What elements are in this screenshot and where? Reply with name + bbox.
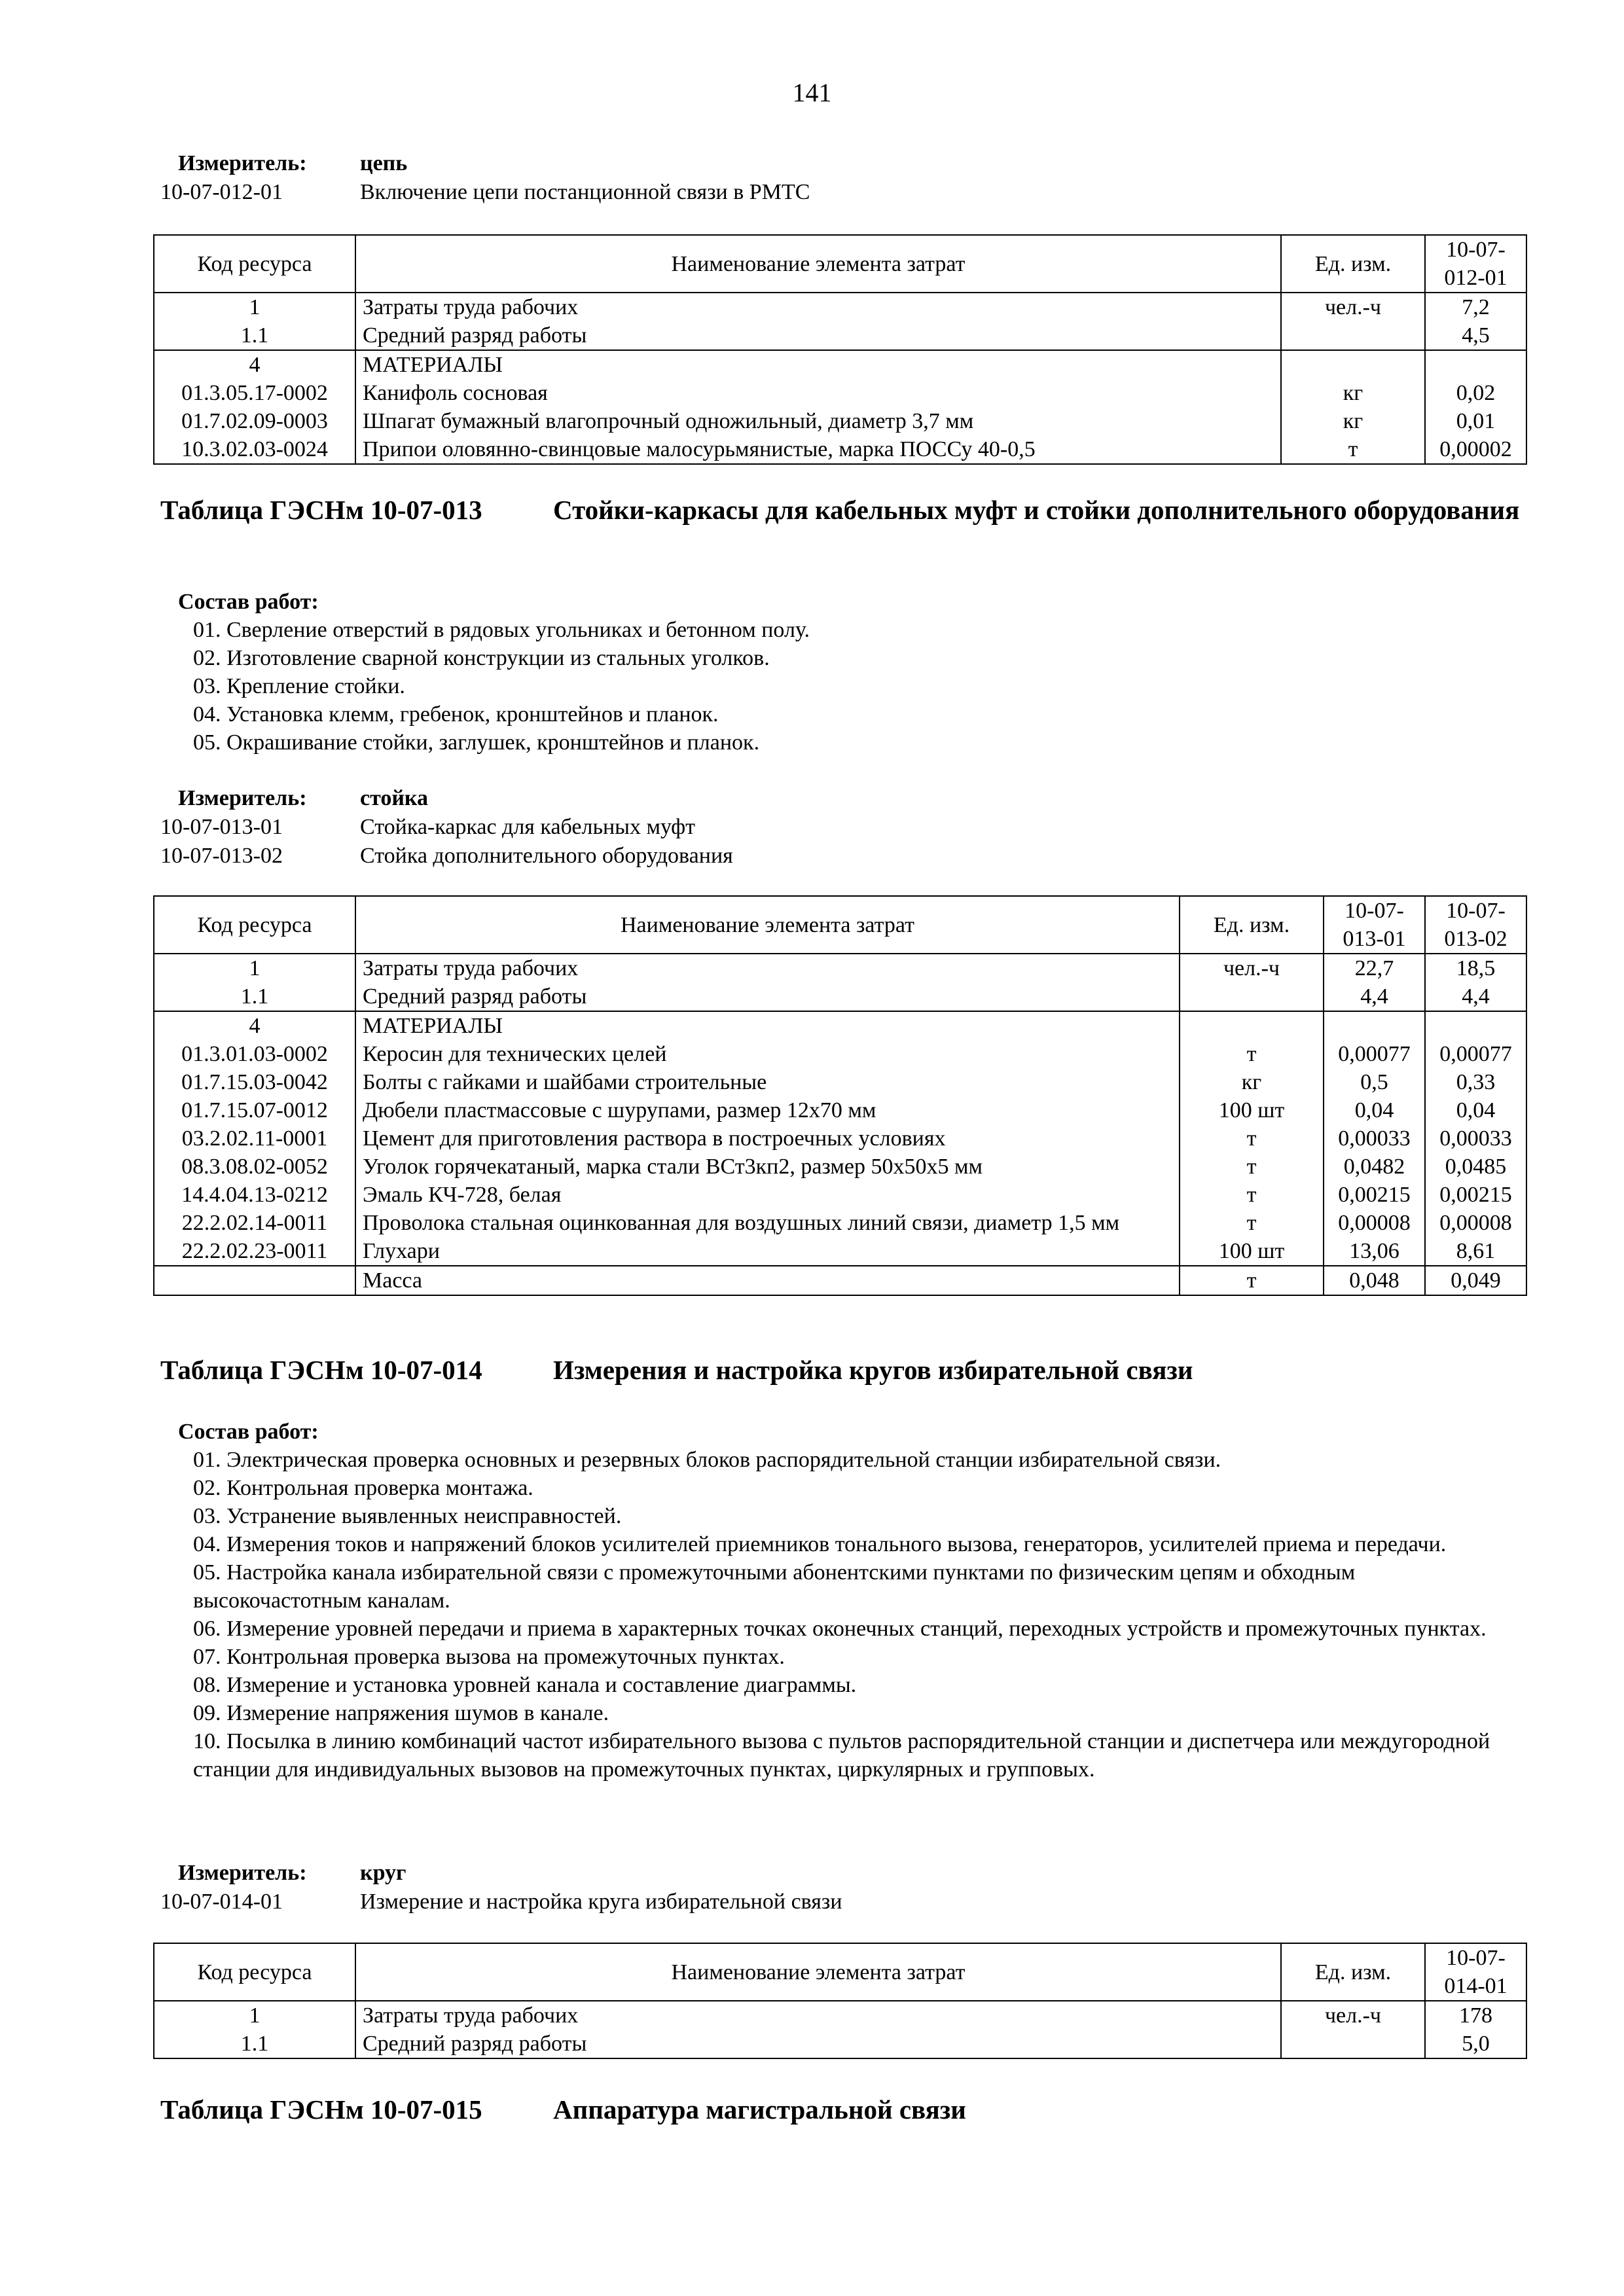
table-row: 22.2.02.23-0011 Глухари 100 шт 13,06 8,61 [154, 1237, 1526, 1266]
works-label: Состав работ: [178, 590, 319, 614]
list-item: 05. Окрашивание стойки, заглушек, кронштейнов и планок. [193, 730, 760, 755]
header-code: Код ресурса [154, 1943, 355, 2001]
list-item: 08. Измерение и установка уровней канала и составление диаграммы. [193, 1673, 857, 1697]
item-name: Измерение и настройка круга избирательной связи [360, 1890, 842, 1914]
measure-unit: цепь [360, 151, 408, 175]
works-label: Состав работ: [178, 1420, 319, 1444]
measure-label: Измеритель: [178, 1861, 307, 1885]
table-title-013 [160, 492, 1522, 528]
table-row: 1 Затраты труда рабочих чел.-ч 178 [154, 2001, 1526, 2030]
header-code: Код ресурса [154, 235, 355, 293]
table-title-014 [160, 1352, 1522, 1388]
list-item: 04. Измерения токов и напряжений блоков усилителей приемников тонального вызова, генераторов, усилителей приема и передачи. [193, 1532, 1447, 1556]
item-code: 10-07-012-01 [160, 180, 283, 204]
table-row: 4 МАТЕРИАЛЫ [154, 1011, 1526, 1040]
item-name: Включение цепи постанционной связи в РМТС [360, 180, 810, 204]
table-total-row: Масса т 0,048 0,049 [154, 1266, 1526, 1295]
measure-block-014 [160, 1859, 842, 1916]
header-code: Код ресурса [154, 896, 355, 954]
list-item: 03. Крепление стойки. [193, 674, 405, 698]
table-row: 22.2.02.14-0011 Проволока стальная оцинкованная для воздушных линий связи, диаметр 1,5 мм т 0,00008 0,00008 [154, 1209, 1526, 1237]
page-number: 141 [792, 78, 832, 107]
header-unit: Ед. изм. [1281, 235, 1425, 293]
measure-block-012 [160, 149, 810, 207]
list-item: 03. Устранение выявленных неисправностей. [193, 1504, 622, 1528]
norm-table-013 [153, 895, 1527, 1296]
list-item: 02. Изготовление сварной конструкции из стальных уголков. [193, 646, 770, 670]
norm-table-012 [153, 234, 1527, 465]
item-code: 10-07-013-01 [160, 815, 283, 839]
measure-unit: круг [360, 1861, 406, 1885]
header-norm-code: 10-07- 013-01 [1324, 896, 1425, 954]
item-name: Стойка-каркас для кабельных муфт [360, 815, 696, 839]
table-row: 01.3.01.03-0002 Керосин для технических целей т 0,00077 0,00077 [154, 1040, 1526, 1068]
list-item: 01. Электрическая проверка основных и резервных блоков распорядительной станции избирательной связи. [193, 1448, 1221, 1472]
measure-unit: стойка [360, 786, 429, 810]
table-number: Таблица ГЭСНм 10-07-014 [160, 1355, 482, 1385]
table-name: Стойки-каркасы для кабельных муфт и стойки дополнительного оборудования [553, 495, 1520, 525]
table-row: 14.4.04.13-0212 Эмаль КЧ-728, белая т 0,00215 0,00215 [154, 1181, 1526, 1209]
norm-table-014 [153, 1943, 1527, 2059]
table-number: Таблица ГЭСНм 10-07-013 [160, 495, 482, 525]
table-row: 01.7.15.07-0012 Дюбели пластмассовые с шурупами, размер 12х70 мм 100 шт 0,04 0,04 [154, 1096, 1526, 1124]
table-row: 4 МАТЕРИАЛЫ [154, 350, 1526, 379]
list-item: 04. Установка клемм, гребенок, кронштейнов и планок. [193, 702, 719, 726]
table-row: 10.3.02.03-0024 Припои оловянно-свинцовые малосурьмянистые, марка ПОССу 40-0,5 т 0,00002 [154, 435, 1526, 464]
header-norm-code: 10-07- 012-01 [1425, 235, 1526, 293]
table-number: Таблица ГЭСНм 10-07-015 [160, 2094, 482, 2125]
list-item: 02. Контрольная проверка монтажа. [193, 1476, 533, 1500]
measure-label: Измеритель: [178, 151, 307, 175]
list-item: 06. Измерение уровней передачи и приема в характерных точках оконечных станций, переходных устройств и промежуточных пунктах. [193, 1617, 1487, 1641]
table-name: Измерения и настройка кругов избирательной связи [553, 1355, 1193, 1385]
table-row: 1.1 Средний разряд работы 4,5 [154, 321, 1526, 350]
header-name: Наименование элемента затрат [355, 896, 1180, 954]
table-row: 01.7.15.03-0042 Болты с гайками и шайбами строительные кг 0,5 0,33 [154, 1068, 1526, 1096]
measure-block-013 [160, 784, 733, 870]
table-row: 1.1 Средний разряд работы 4,4 4,4 [154, 982, 1526, 1011]
table-name: Аппаратура магистральной связи [553, 2094, 966, 2125]
header-unit: Ед. изм. [1281, 1943, 1425, 2001]
table-row: 01.3.05.17-0002 Канифоль сосновая кг 0,02 [154, 379, 1526, 407]
table-row: 1 Затраты труда рабочих чел.-ч 7,2 [154, 293, 1526, 321]
header-name: Наименование элемента затрат [355, 1943, 1281, 2001]
works-list-013 [160, 588, 1528, 757]
item-name: Стойка дополнительного оборудования [360, 844, 733, 868]
list-item: 09. Измерение напряжения шумов в канале. [193, 1701, 609, 1725]
table-row: 01.7.02.09-0003 Шпагат бумажный влагопрочный одножильный, диаметр 3,7 мм кг 0,01 [154, 407, 1526, 435]
table-title-015 [160, 2092, 1522, 2127]
table-row: 03.2.02.11-0001 Цемент для приготовления раствора в построечных условиях т 0,00033 0,00033 [154, 1124, 1526, 1153]
header-unit: Ед. изм. [1180, 896, 1324, 954]
table-row: 1.1 Средний разряд работы 5,0 [154, 2030, 1526, 2058]
header-norm-code: 10-07- 013-02 [1425, 896, 1526, 954]
list-item: 07. Контрольная проверка вызова на промежуточных пунктах. [193, 1645, 785, 1669]
measure-label: Измеритель: [178, 786, 307, 810]
list-item: 10. Посылка в линию комбинаций частот избирательного вызова с пультов распорядительной станции и диспетчера или междугородной станции для индивидуальных вызовов на промежуточных пунктах, циркулярных и групповых. [193, 1729, 1490, 1782]
list-item: 01. Сверление отверстий в рядовых угольниках и бетонном полу. [193, 618, 810, 642]
table-row: 1 Затраты труда рабочих чел.-ч 22,7 18,5 [154, 954, 1526, 982]
list-item: 05. Настройка канала избирательной связи с промежуточными абонентскими пунктами по физическим цепям и обходным высокочастотным каналам. [193, 1560, 1356, 1613]
header-name: Наименование элемента затрат [355, 235, 1281, 293]
item-code: 10-07-013-02 [160, 844, 283, 868]
header-norm-code: 10-07- 014-01 [1425, 1943, 1526, 2001]
item-code: 10-07-014-01 [160, 1890, 283, 1914]
works-list-014 [160, 1418, 1528, 1784]
table-row: 08.3.08.02-0052 Уголок горячекатаный, марка стали ВСт3кп2, размер 50х50х5 мм т 0,0482 0,0485 [154, 1153, 1526, 1181]
